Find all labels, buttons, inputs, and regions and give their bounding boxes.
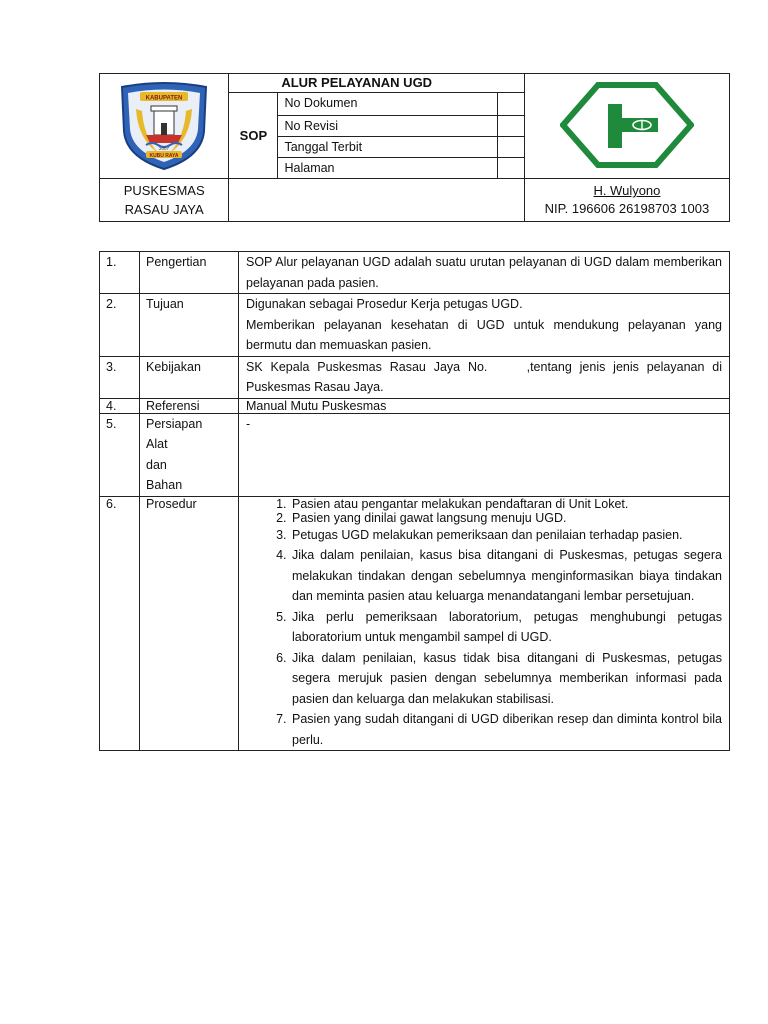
persiapan-line1: Persiapan [146, 416, 203, 431]
list-item: 4. Jika dalam penilaian, kasus bisa ditangani di Puskesmas, petugas segera melakukan tindakan dengan sebelumnya menginformasikan biaya tindakan dan meminta pasien atau keluarga menandatangani lembar persetujuan. [290, 545, 722, 607]
row-text-referensi: Manual Mutu Puskesmas [239, 398, 730, 413]
meta-label-no-revisi: No Revisi [278, 116, 498, 137]
list-item: 6. Jika dalam penilaian, kasus tidak bisa ditangani di Puskesmas, petugas segera merujuk pasien dengan sebelumnya memberikan informasi pada pasien dan keluarga dan melakukan stabilisasi. [290, 648, 722, 710]
persiapan-line3: Bahan [146, 478, 183, 492]
row-text-prosedur [239, 496, 730, 751]
table-row [100, 294, 730, 357]
row-label-tujuan: Tujuan [140, 294, 239, 357]
sop-label: SOP [229, 93, 278, 179]
persiapan-alat: Alat [146, 437, 168, 451]
row-number: 3. [100, 356, 140, 398]
sop-content-table [99, 251, 730, 751]
meta-label-tanggal-terbit: Tanggal Terbit [278, 137, 498, 158]
row-label-persiapan [140, 413, 239, 496]
list-item: 5. Jika perlu pemeriksaan laboratorium, petugas menghubungi petugas laboratorium untuk mengambil sampel di UGD. [290, 607, 722, 648]
list-item: 1. Pasien atau pengantar melakukan pendaftaran di Unit Loket. [290, 497, 722, 511]
organization-name [100, 179, 229, 222]
row-number: 2. [100, 294, 140, 357]
row-number: 4. [100, 398, 140, 413]
row-text-pengertian: SOP Alur pelayanan UGD adalah suatu urutan pelayanan di UGD dalam memberikan pelayanan pada pasien. [239, 252, 730, 294]
logo-text-top: KABUPATEN [145, 95, 183, 101]
row-label-kebijakan: Kebijakan [140, 356, 239, 398]
list-item: 2. Pasien yang dinilai gawat langsung menuju UGD. [290, 511, 722, 525]
row-text-persiapan: - [239, 413, 730, 496]
puskesmas-logo-cell [524, 74, 729, 179]
document-title: ALUR PELAYANAN UGD [229, 74, 525, 93]
district-logo-cell [100, 74, 229, 179]
row-label-prosedur: Prosedur [140, 496, 239, 751]
row-text-tujuan [239, 294, 730, 357]
list-item: 3. Petugas UGD melakukan pemeriksaan dan penilaian terhadap pasien. [290, 525, 722, 546]
table-row [100, 252, 730, 294]
meta-value-no-dokumen [498, 93, 525, 116]
table-row [100, 413, 730, 496]
table-row [100, 496, 730, 751]
signer-block [524, 179, 729, 222]
procedure-steps-list [246, 497, 722, 751]
row-number: 6. [100, 496, 140, 751]
meta-value-halaman [498, 158, 525, 179]
signer-nip: NIP. 196606 26198703 1003 [544, 201, 710, 216]
row-text-kebijakan: SK Kepala Puskesmas Rasau Jaya No. ,tentang jenis jenis pelayanan di Puskesmas Rasau Jaya. [239, 356, 730, 398]
meta-value-no-revisi [498, 116, 525, 137]
row-label-pengertian: Pengertian [140, 252, 239, 294]
row-number: 1. [100, 252, 140, 294]
logo-year: 2007 [159, 145, 170, 151]
puskesmas-logo-icon [560, 82, 694, 168]
meta-label-no-dokumen: No Dokumen [278, 93, 498, 116]
logo-text-bottom: KUBU RAYA [149, 152, 179, 159]
tujuan-text-1: Digunakan sebagai Prosedur Kerja petugas UGD. [246, 297, 523, 311]
org-line2: RASAU JAYA [124, 202, 204, 217]
district-emblem-icon [116, 79, 212, 171]
list-item: 7. Pasien yang sudah ditangani di UGD diberikan resep dan diminta kontrol bila perlu. [290, 709, 722, 750]
sop-header-table [99, 73, 730, 222]
persiapan-line2 [146, 434, 232, 475]
footer-blank-cell [229, 179, 525, 222]
meta-value-tanggal-terbit [498, 137, 525, 158]
row-label-referensi: Referensi [140, 398, 239, 413]
row-number: 5. [100, 413, 140, 496]
table-row [100, 398, 730, 413]
org-line1: PUSKESMAS [123, 183, 205, 198]
persiapan-dan: dan [146, 457, 167, 472]
table-row [100, 356, 730, 398]
tujuan-text-2: Memberikan pelayanan kesehatan di UGD untuk mendukung pelayanan yang bermutu dan memuaskan pasien. [246, 317, 722, 352]
meta-label-halaman: Halaman [278, 158, 498, 179]
signer-name: H. Wulyono [593, 183, 661, 198]
